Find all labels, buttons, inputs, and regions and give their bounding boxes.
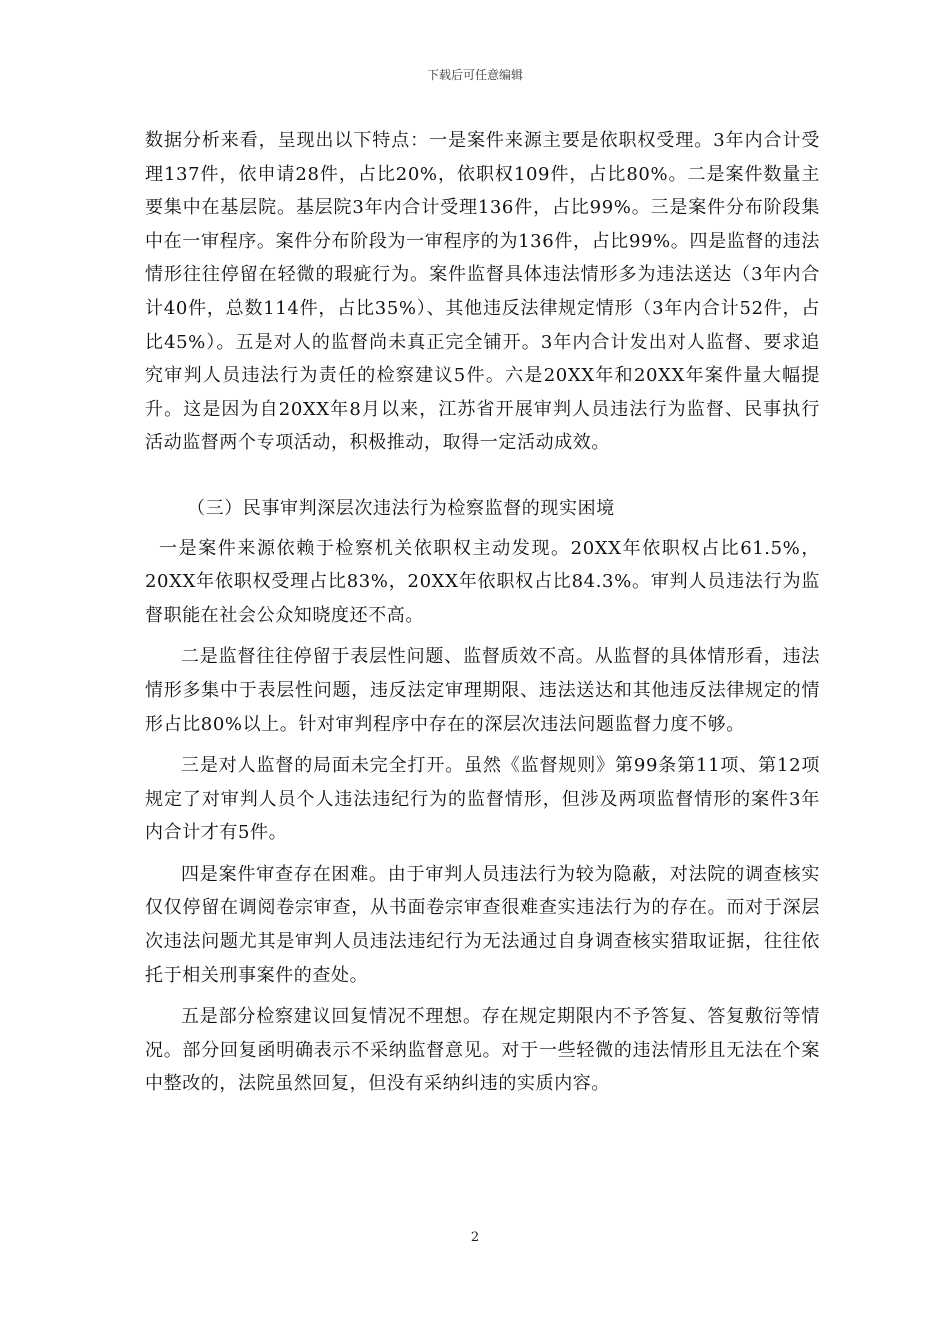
paragraph-point-four: 四是案件审查存在困难。由于审判人员违法行为较为隐蔽，对法院的调查核实仅仅停留在调阅卷宗审查，从书面卷宗审查很难查实违法行为的存在。而对于深层次违法问题尤其是审判人员违法违纪行为无法通过自身调查核实猎取证据，往往依托于相关刑事案件的查处。 — [145, 863, 820, 986]
paragraph-point-two: 二是监督往往停留于表层性问题、监督质效不高。从监督的具体情形看，违法情形多集中于表层性问题，违反法定审理期限、违法送达和其他违反法律规定的情形占比80%以上。针对审判程序中存在的深层次违法问题监督力度不够。 — [145, 646, 820, 735]
page-number: 2 — [470, 1230, 480, 1245]
paragraph-point-one: 一是案件来源依赖于检察机关依职权主动发现。20XX年依职权占比61.5%，20XX年依职权受理占比83%，20XX年依职权占比84.3%。审判人员违法行为监督职能在社会公众知晓度还不高。 — [145, 537, 820, 626]
paragraph-point-three: 三是对人监督的局面未完全打开。虽然《监督规则》第99条第11项、第12项规定了对审判人员个人违法违纪行为的监督情形，但涉及两项监督情形的案件3年内合计才有5件。 — [145, 755, 820, 844]
paragraph-point-five: 五是部分检察建议回复情况不理想。存在规定期限内不予答复、答复敷衍等情况。部分回复函明确表示不采纳监督意见。对于一些轻微的违法情形且无法在个案中整改的，法院虽然回复，但没有采纳纠违的实质内容。 — [145, 1006, 820, 1095]
section-heading: （三）民事审判深层次违法行为检察监督的现实困境 — [187, 497, 615, 519]
page-header: 下载后可任意编辑 — [426, 68, 523, 82]
paragraph-data-analysis: 数据分析来看，呈现出以下特点：一是案件来源主要是依职权受理。3年内合计受理137件，依申请28件，占比20%，依职权109件，占比80%。二是案件数量主要集中在基层院。基层院3年内合计受理136件，占比99%。三是案件分布阶段集中在一审程序。案件分布阶段为一审程序的为136件，占比99%。四是监督的违法情形往往停留在轻微的瑕疵行为。案件监督具体违法情形多为违法送达（3年内合计40件，总数114件，占比35%）、其他违反法律规定情形（3年内合计52件，占比45%）。五是对人的监督尚未真正完全铺开。3年内合计发出对人监督、要求追究审判人员违法行为责任的检察建议5件。六是20XX年和20XX年案件量大幅提升。这是因为自20XX年8月以来，江苏省开展审判人员违法行为监督、民事执行活动监督两个专项活动，积极推动，取得一定活动成效。 — [145, 130, 820, 454]
document-body — [145, 124, 820, 1101]
